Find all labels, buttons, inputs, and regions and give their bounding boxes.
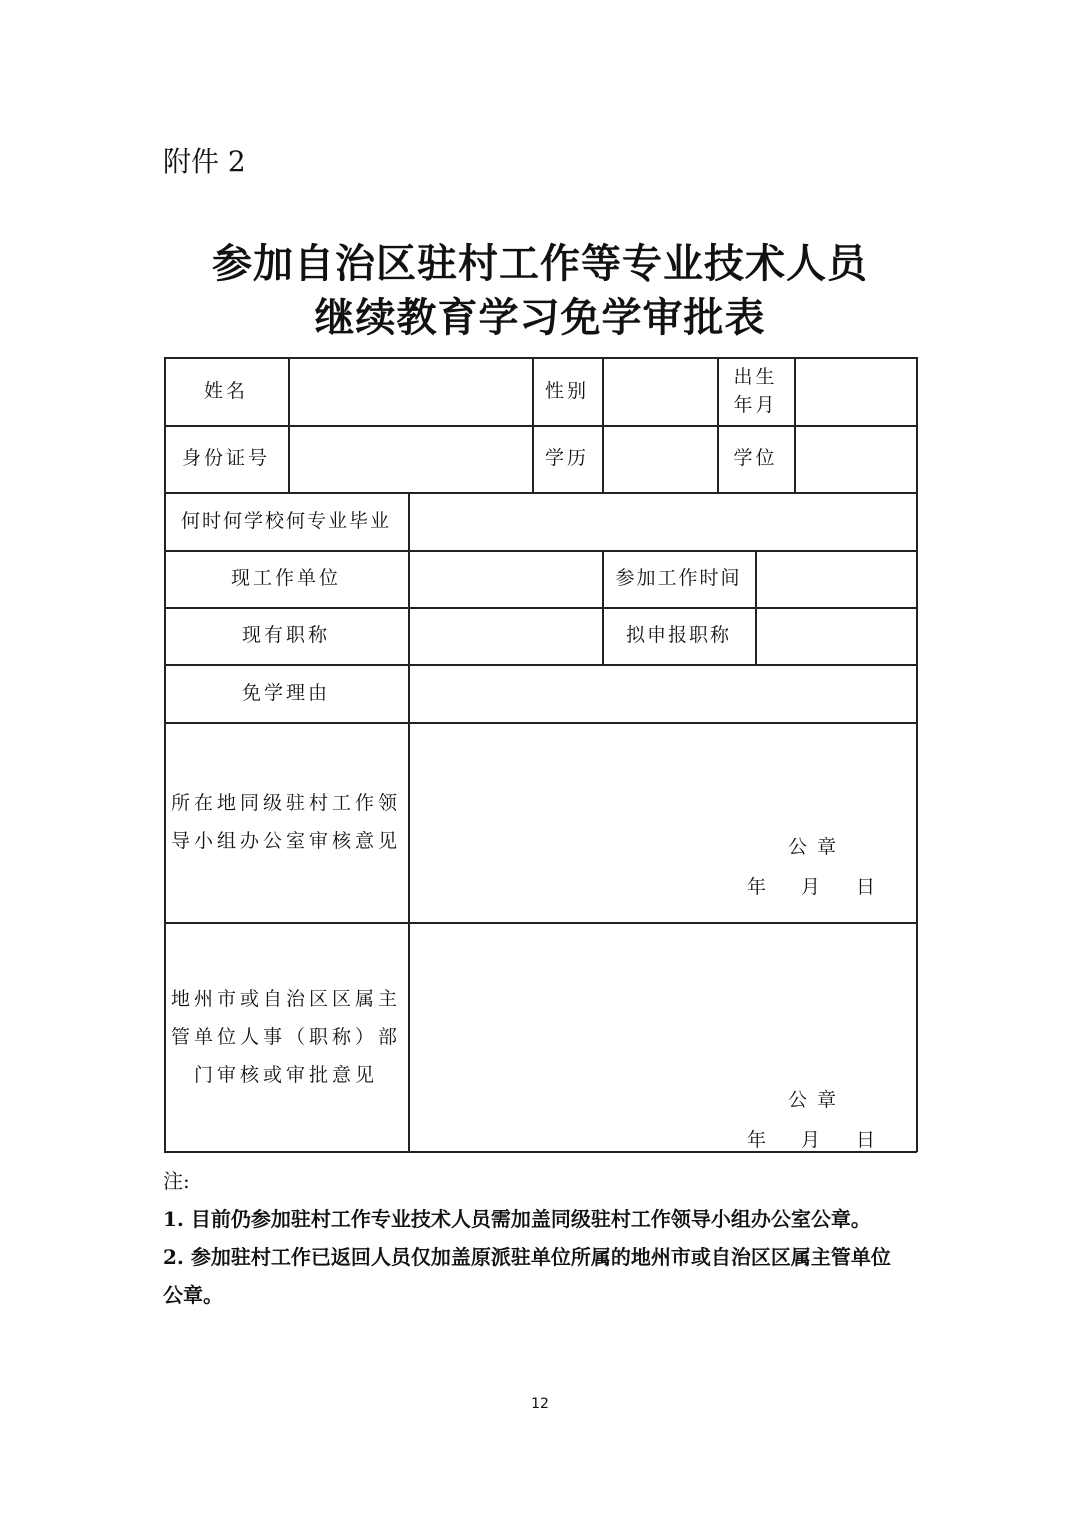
note-2-line-2: 公章。 — [163, 1283, 223, 1307]
note-1: 1. 目前仍参加驻村工作专业技术人员需加盖同级驻村工作领导小组办公室公章。 — [163, 1207, 871, 1231]
exemption-reason-label: 免学理由 — [241, 681, 330, 704]
exemption-reason-field[interactable] — [409, 664, 916, 722]
name-field[interactable] — [289, 357, 532, 425]
current-title-label: 现有职称 — [241, 624, 330, 647]
official-seal-label: 公 章 — [788, 1089, 839, 1111]
proposed-title-label: 拟申报职称 — [625, 624, 731, 647]
review2-label-line-1: 地州市或自治区区属主 — [170, 987, 401, 1010]
notes-heading: 注: — [163, 1169, 190, 1193]
village-office-review-label — [164, 722, 408, 922]
graduation-field[interactable] — [409, 492, 916, 550]
graduation-label: 何时何学校何专业毕业 — [180, 509, 391, 532]
review2-label-line-3: 门审核或审批意见 — [193, 1063, 378, 1086]
education-field[interactable] — [603, 425, 717, 492]
start-work-label: 参加工作时间 — [615, 567, 742, 590]
notes-section — [163, 1162, 923, 1314]
start-work-field[interactable] — [756, 550, 916, 607]
personnel-dept-review-field[interactable] — [409, 922, 916, 1151]
approval-form-table — [164, 357, 917, 1152]
id-number-label: 身份证号 — [181, 447, 270, 470]
personnel-dept-review-label — [164, 922, 408, 1151]
birth-date-field[interactable] — [795, 357, 916, 425]
name-label: 姓名 — [203, 379, 248, 402]
degree-field[interactable] — [795, 425, 916, 492]
review1-label-line-2: 导小组办公室审核意见 — [170, 830, 401, 852]
education-label: 学历 — [544, 447, 589, 470]
review2-label-line-2: 管单位人事（职称）部 — [170, 1025, 401, 1048]
birth-date-label — [717, 357, 794, 425]
table-border-right — [916, 357, 918, 1152]
note-2-line-1: 2. 参加驻村工作已返回人员仅加盖原派驻单位所属的地州市或自治区区属主管单位 — [163, 1245, 891, 1269]
date-year-label: 年 — [747, 1129, 769, 1151]
attachment-label: 附件 2 — [163, 145, 246, 178]
date-day-label: 日 — [856, 876, 878, 898]
date-month-label: 月 — [801, 876, 823, 898]
date-year-label: 年 — [747, 876, 769, 898]
gender-field[interactable] — [603, 357, 717, 425]
birth-label-line-1: 出生 — [733, 366, 778, 388]
form-title-line-1: 参加自治区驻村工作等专业技术人员 — [212, 241, 868, 287]
employer-label: 现工作单位 — [230, 567, 341, 590]
page-number: 12 — [531, 1396, 549, 1412]
id-number-field[interactable] — [289, 425, 532, 492]
form-title-line-2: 继续教育学习免学审批表 — [314, 295, 766, 341]
village-office-review-field[interactable] — [409, 722, 916, 922]
gender-label: 性别 — [544, 379, 589, 402]
date-month-label: 月 — [801, 1129, 823, 1151]
birth-label-line-2: 年月 — [733, 394, 778, 416]
current-title-field[interactable] — [409, 607, 602, 664]
review1-label-line-1: 所在地同级驻村工作领 — [170, 792, 401, 814]
employer-field[interactable] — [409, 550, 602, 607]
date-day-label: 日 — [856, 1129, 878, 1151]
official-seal-label: 公 章 — [788, 836, 839, 858]
proposed-title-field[interactable] — [756, 607, 916, 664]
degree-label: 学位 — [733, 447, 778, 470]
